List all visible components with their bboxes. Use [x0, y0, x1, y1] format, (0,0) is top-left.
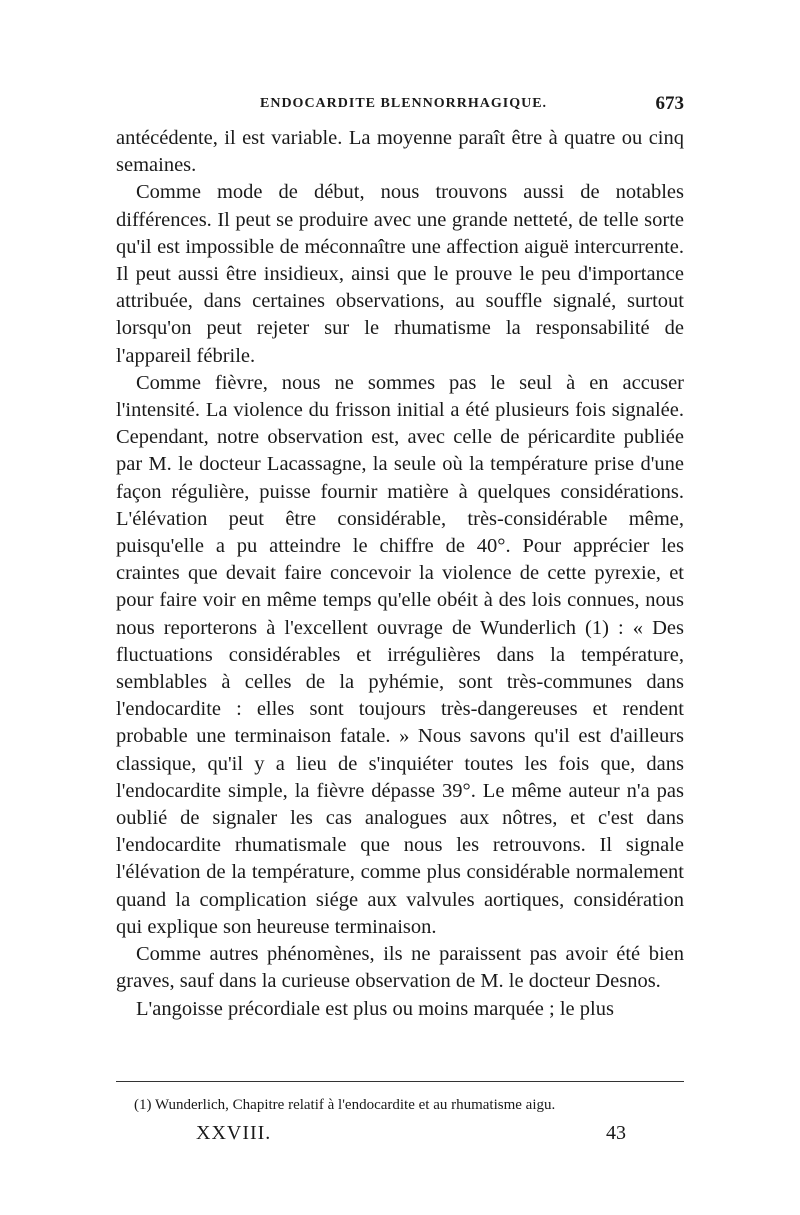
signature-line — [196, 1122, 626, 1148]
running-title: ENDOCARDITE BLENNORRHAGIQUE. — [260, 96, 548, 111]
paragraph-2: Comme mode de début, nous trouvons aussi de notables différences. Il peut se produire avec une grande netteté, de telle sorte qu'il est impossible de méconnaître une affection aiguë intercurrente. Il peut aussi être insidieux, ainsi que le prouve le peu d'importance attribuée, dans certaines observations, au souffle signalé, surtout lorsqu'on peut rejeter sur le rhumatisme la responsabilité de l'appareil fébrile. — [116, 181, 684, 367]
paragraph-5: L'angoisse précordiale est plus ou moins marquée ; le plus — [136, 997, 614, 1020]
running-head — [116, 93, 684, 120]
page-number: 673 — [655, 93, 684, 114]
signature-number: 43 — [606, 1122, 626, 1144]
footnote-rule — [116, 1081, 684, 1082]
paragraph-1: antécédente, il est variable. La moyenne paraît être à quatre ou cinq semaines. — [116, 127, 684, 177]
footnote: (1) Wunderlich, Chapitre relatif à l'endocardite et au rhumatisme aigu. — [134, 1097, 556, 1113]
paragraph-3: Comme fièvre, nous ne sommes pas le seul à en accuser l'intensité. La violence du frisson initial a été plusieurs fois signalée. Cependant, notre observation est, avec celle de péricardite publiée par M. le docteur Lacassagne, la seule où la température prise d'une façon régulière, puisse fournir matière à quelques considérations. L'élévation peut être considérable, très-considérable même, puisqu'elle a pu atteindre le chiffre de 40°. Pour apprécier les craintes que devait faire concevoir la violence de cette pyrexie, et pour faire voir en même temps qu'elle obéit à des lois connues, nous nous reporterons à l'excellent ouvrage de Wunderlich (1) : « Des fluctuations considérables et irrégulières dans la température, semblables à celles de la pyhémie, sont très-communes dans l'endocardite : elles sont toujours très-dangereuses et rendent probable une terminaison fatale. » Nous savons qu'il est d'ailleurs classique, qu'il y a lieu de s'inquiéter toutes les fois que, dans l'endocardite simple, la fièvre dépasse 39°. Le même auteur n'a pas oublié de signaler les cas analogues aux nôtres, et c'est dans l'endocardite rhumatismale que nous les retrouvons. Il signale l'élévation de la température, comme plus considérable normalement quand la complication siége aux valvules aortiques, considération qui explique son heureuse terminaison. — [116, 371, 684, 938]
signature-mark: XXVIII. — [196, 1122, 272, 1144]
body-text — [116, 125, 684, 1023]
paragraph-4: Comme autres phénomènes, ils ne paraissent pas avoir été bien graves, sauf dans la curieuse observation de M. le docteur Desnos. — [116, 943, 684, 993]
